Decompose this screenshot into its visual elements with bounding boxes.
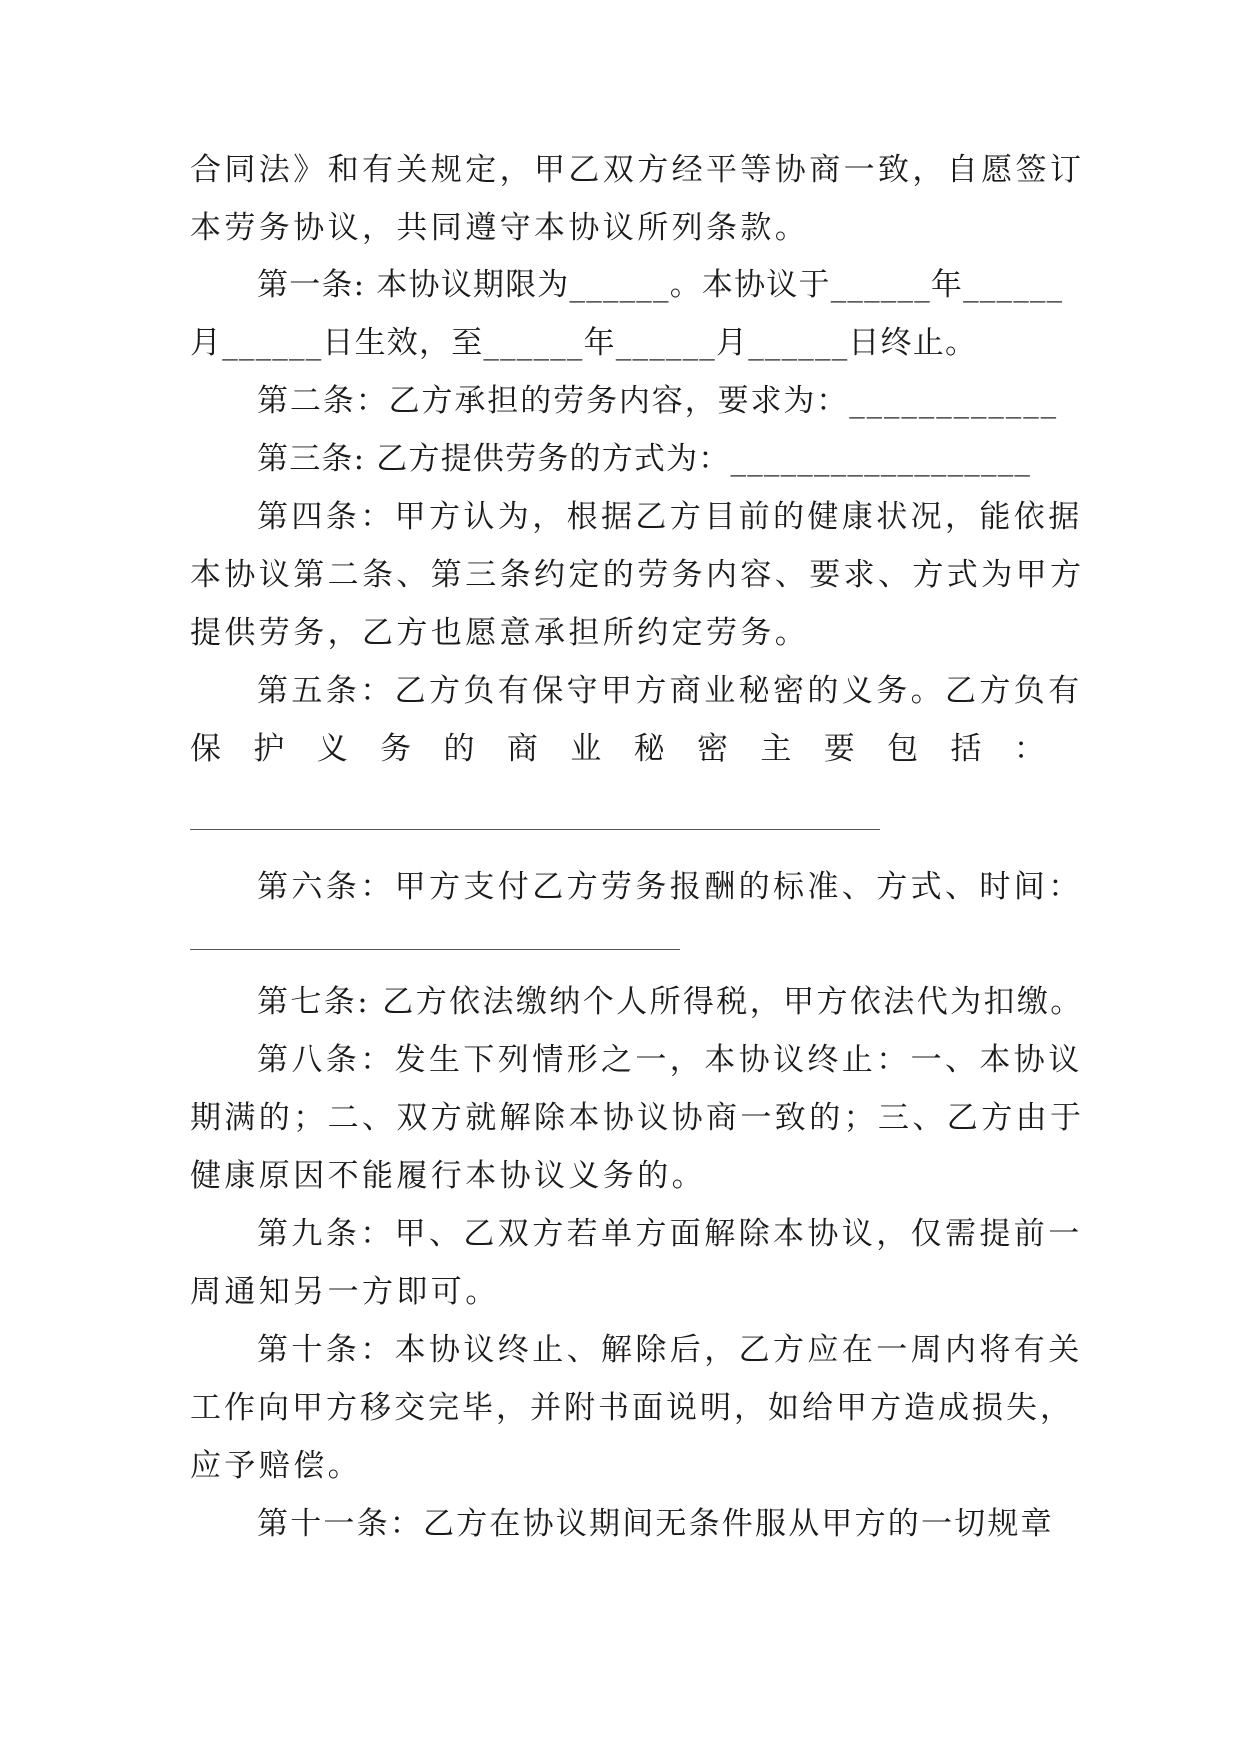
fill-in-underline [190,829,880,830]
text-line: 周通知另一方即可。 [190,1274,500,1310]
article-10-line: 第十条：本协议终止、解除后，乙方应在一周内将有关 [257,1332,1083,1368]
char: ： [1013,731,1045,767]
text-line: 工作向甲方移交完毕，并附书面说明，如给甲方造成损失， [190,1390,1074,1426]
char: 密 [697,731,728,767]
article-7-line: 第七条: 乙方依法缴纳个人所得税，甲方依法代为扣缴。 [257,984,1084,1020]
article-3-line: 第三条: 乙方提供劳务的方式为：__________________ [257,441,1032,477]
text-line: 期满的；二、双方就解除本协议协商一致的；三、乙方由于 [190,1100,1085,1136]
char: 务 [380,731,412,767]
article-5-line: 第五条：乙方负有保守甲方商业秘密的义务。乙方负有 [257,673,1083,709]
article-9-line: 第九条：甲、乙双方若单方面解除本协议，仅需提前一 [257,1216,1083,1252]
article-4-line: 第四条：甲方认为，根据乙方目前的健康状况，能依据 [257,499,1083,535]
text-line: 提供劳务，乙方也愿意承担所约定劳务。 [190,615,810,651]
char: 括 [950,731,982,767]
char: 包 [887,731,919,767]
char: 要 [823,731,855,767]
char: 主 [760,731,792,767]
char: 护 [253,731,285,767]
text-line: 本协议第二条、第三条约定的劳务内容、要求、方式为甲方 [190,557,1085,593]
text-line: 月______日生效，至______年______月______日终止。 [190,325,978,361]
text-line: 健康原因不能履行本协议义务的。 [190,1158,706,1194]
char: 秘 [633,731,665,767]
article-2-line: 第二条：乙方承担的劳务内容，要求为：____________ [257,383,1058,419]
text-line: 合同法》和有关规定，甲乙双方经平等协商一致，自愿签订 [190,152,1085,188]
char: 商 [506,731,538,767]
text-line: 本劳务协议，共同遵守本协议所列条款。 [190,210,810,246]
char: 义 [316,731,348,767]
article-8-line: 第八条：发生下列情形之一，本协议终止：一、本协议 [257,1042,1083,1078]
article-1-line: 第一条: 本协议期限为______。本协议于______年______ [257,267,1064,303]
char: 业 [570,731,602,767]
article-6-line: 第六条：甲方支付乙方劳务报酬的标准、方式、时间： [257,869,1083,905]
fill-in-underline [190,949,680,950]
article-5-justified-line [190,729,1045,769]
char: 的 [443,731,475,767]
text-line: 应予赔偿。 [190,1448,362,1484]
char: 保 [190,731,221,767]
article-11-line: 第十一条：乙方在协议期间无条件服从甲方的一切规章 [257,1506,1054,1542]
